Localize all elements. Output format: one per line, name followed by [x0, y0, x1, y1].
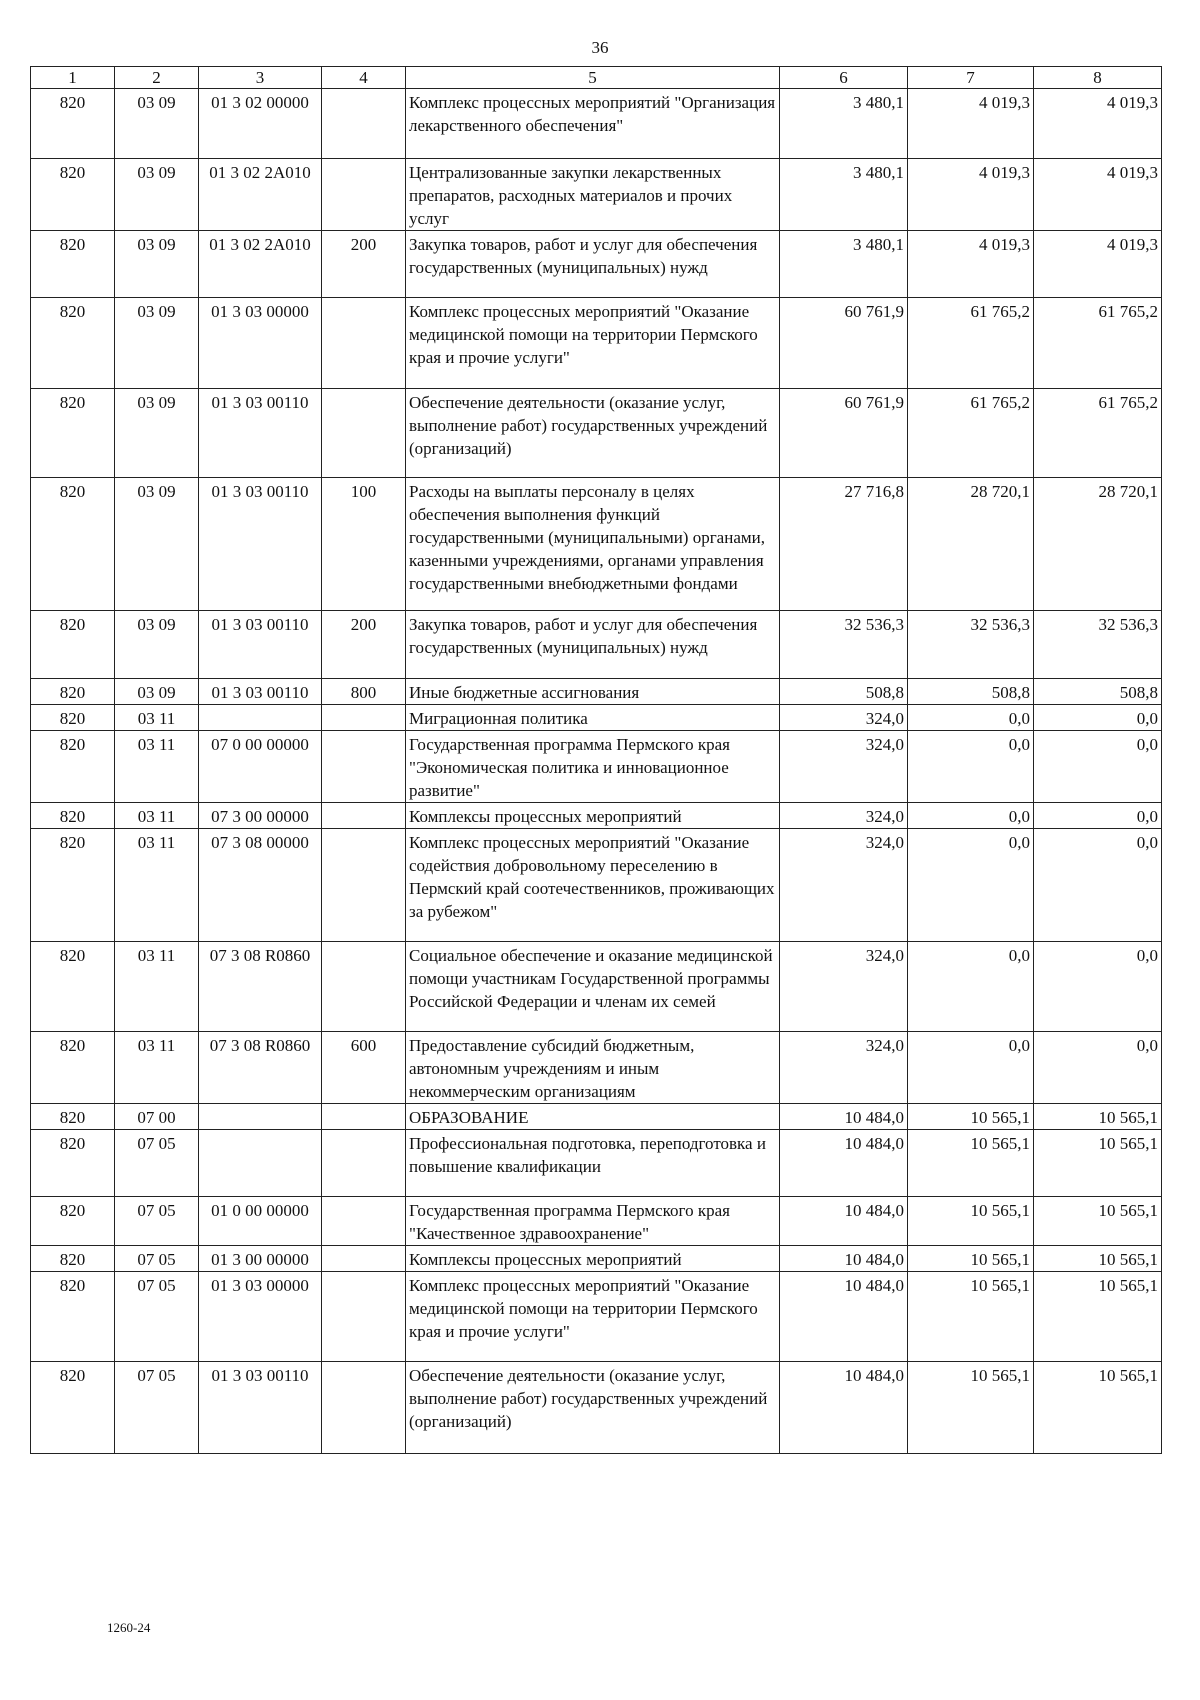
cell-description: Государственная программа Пермского края "Экономическая политика и инновационное развитие" [406, 731, 780, 803]
cell-amount-col6: 3 480,1 [780, 159, 908, 231]
cell-amount-col7: 0,0 [908, 1032, 1034, 1104]
cell-description: ОБРАЗОВАНИЕ [406, 1104, 780, 1130]
cell-amount-col8: 10 565,1 [1034, 1197, 1162, 1246]
cell-expense-type [322, 1104, 406, 1130]
cell-target-article: 07 3 08 R0860 [199, 942, 322, 1032]
cell-section: 03 09 [115, 298, 199, 389]
cell-amount-col8: 4 019,3 [1034, 159, 1162, 231]
cell-amount-col6: 508,8 [780, 679, 908, 705]
header-col-1: 1 [31, 67, 115, 89]
cell-target-article [199, 705, 322, 731]
cell-amount-col7: 10 565,1 [908, 1104, 1034, 1130]
cell-section: 03 09 [115, 478, 199, 611]
cell-chapter: 820 [31, 829, 115, 942]
table-row [31, 231, 1162, 298]
budget-table [30, 66, 1162, 1454]
table-row [31, 942, 1162, 1032]
cell-chapter: 820 [31, 679, 115, 705]
table-row [31, 1272, 1162, 1362]
cell-target-article: 01 0 00 00000 [199, 1197, 322, 1246]
cell-chapter: 820 [31, 389, 115, 478]
cell-target-article [199, 1130, 322, 1197]
cell-amount-col7: 0,0 [908, 705, 1034, 731]
cell-description: Расходы на выплаты персоналу в целях обеспечения выполнения функций государственными (муниципальными) органами, казенными учреждениями, органами управления государственными внебюджетными фондами [406, 478, 780, 611]
cell-expense-type [322, 298, 406, 389]
cell-section: 03 11 [115, 942, 199, 1032]
cell-section: 03 11 [115, 1032, 199, 1104]
table-row [31, 1246, 1162, 1272]
cell-expense-type: 200 [322, 231, 406, 298]
cell-description: Комплекс процессных мероприятий "Оказание медицинской помощи на территории Пермского края и прочие услуги" [406, 1272, 780, 1362]
cell-amount-col8: 61 765,2 [1034, 298, 1162, 389]
cell-section: 03 09 [115, 679, 199, 705]
cell-section: 07 00 [115, 1104, 199, 1130]
table-row [31, 1032, 1162, 1104]
cell-section: 07 05 [115, 1272, 199, 1362]
cell-section: 03 11 [115, 829, 199, 942]
cell-amount-col7: 508,8 [908, 679, 1034, 705]
cell-expense-type [322, 89, 406, 159]
cell-amount-col6: 27 716,8 [780, 478, 908, 611]
cell-amount-col8: 0,0 [1034, 705, 1162, 731]
cell-amount-col7: 0,0 [908, 942, 1034, 1032]
cell-expense-type [322, 829, 406, 942]
document-code: 1260-24 [107, 1620, 151, 1635]
cell-amount-col6: 10 484,0 [780, 1362, 908, 1454]
cell-expense-type [322, 1246, 406, 1272]
cell-target-article: 01 3 03 00110 [199, 1362, 322, 1454]
cell-section: 03 11 [115, 705, 199, 731]
cell-amount-col6: 324,0 [780, 705, 908, 731]
table-row [31, 679, 1162, 705]
cell-expense-type: 600 [322, 1032, 406, 1104]
cell-chapter: 820 [31, 942, 115, 1032]
cell-expense-type [322, 803, 406, 829]
cell-chapter: 820 [31, 298, 115, 389]
cell-amount-col8: 4 019,3 [1034, 231, 1162, 298]
table-row [31, 611, 1162, 679]
cell-amount-col6: 324,0 [780, 731, 908, 803]
table-row [31, 298, 1162, 389]
cell-target-article: 01 3 03 00110 [199, 389, 322, 478]
cell-amount-col6: 324,0 [780, 803, 908, 829]
cell-target-article [199, 1104, 322, 1130]
table-row [31, 89, 1162, 159]
cell-amount-col6: 324,0 [780, 1032, 908, 1104]
cell-amount-col7: 4 019,3 [908, 89, 1034, 159]
header-col-7: 7 [908, 67, 1034, 89]
cell-amount-col7: 10 565,1 [908, 1362, 1034, 1454]
cell-amount-col8: 4 019,3 [1034, 89, 1162, 159]
cell-target-article: 01 3 02 2A010 [199, 231, 322, 298]
cell-section: 07 05 [115, 1197, 199, 1246]
table-row [31, 705, 1162, 731]
cell-amount-col7: 10 565,1 [908, 1272, 1034, 1362]
cell-section: 03 09 [115, 89, 199, 159]
cell-chapter: 820 [31, 1272, 115, 1362]
cell-target-article: 07 0 00 00000 [199, 731, 322, 803]
cell-expense-type: 200 [322, 611, 406, 679]
cell-amount-col8: 0,0 [1034, 803, 1162, 829]
cell-chapter: 820 [31, 1362, 115, 1454]
table-row [31, 1130, 1162, 1197]
cell-description: Социальное обеспечение и оказание медицинской помощи участникам Государственной программы Российской Федерации и членам их семей [406, 942, 780, 1032]
table-body [31, 89, 1162, 1454]
cell-amount-col7: 10 565,1 [908, 1246, 1034, 1272]
cell-amount-col8: 508,8 [1034, 679, 1162, 705]
cell-chapter: 820 [31, 611, 115, 679]
table-row [31, 1104, 1162, 1130]
cell-expense-type [322, 942, 406, 1032]
cell-amount-col7: 10 565,1 [908, 1197, 1034, 1246]
cell-expense-type: 800 [322, 679, 406, 705]
table-row [31, 731, 1162, 803]
cell-chapter: 820 [31, 731, 115, 803]
table-row [31, 1362, 1162, 1454]
header-col-4: 4 [322, 67, 406, 89]
page-number: 36 [591, 38, 609, 57]
cell-amount-col6: 3 480,1 [780, 231, 908, 298]
cell-section: 07 05 [115, 1246, 199, 1272]
table-row [31, 478, 1162, 611]
cell-amount-col8: 0,0 [1034, 731, 1162, 803]
cell-description: Обеспечение деятельности (оказание услуг, выполнение работ) государственных учреждений (организаций) [406, 389, 780, 478]
cell-amount-col7: 0,0 [908, 731, 1034, 803]
table-row [31, 803, 1162, 829]
cell-section: 03 11 [115, 731, 199, 803]
cell-expense-type [322, 389, 406, 478]
cell-amount-col6: 324,0 [780, 829, 908, 942]
header-col-8: 8 [1034, 67, 1162, 89]
cell-amount-col6: 3 480,1 [780, 89, 908, 159]
cell-amount-col7: 61 765,2 [908, 298, 1034, 389]
cell-description: Профессиональная подготовка, переподготовка и повышение квалификации [406, 1130, 780, 1197]
cell-chapter: 820 [31, 89, 115, 159]
cell-amount-col7: 4 019,3 [908, 231, 1034, 298]
cell-amount-col6: 32 536,3 [780, 611, 908, 679]
cell-chapter: 820 [31, 1104, 115, 1130]
cell-description: Закупка товаров, работ и услуг для обеспечения государственных (муниципальных) нужд [406, 231, 780, 298]
cell-amount-col6: 60 761,9 [780, 389, 908, 478]
cell-amount-col8: 0,0 [1034, 942, 1162, 1032]
cell-chapter: 820 [31, 1032, 115, 1104]
cell-section: 03 09 [115, 389, 199, 478]
header-col-5: 5 [406, 67, 780, 89]
cell-description: Закупка товаров, работ и услуг для обеспечения государственных (муниципальных) нужд [406, 611, 780, 679]
cell-amount-col8: 28 720,1 [1034, 478, 1162, 611]
cell-chapter: 820 [31, 705, 115, 731]
cell-target-article: 07 3 08 00000 [199, 829, 322, 942]
header-col-3: 3 [199, 67, 322, 89]
cell-chapter: 820 [31, 1130, 115, 1197]
table-row [31, 389, 1162, 478]
cell-target-article: 01 3 02 00000 [199, 89, 322, 159]
cell-description: Комплексы процессных мероприятий [406, 803, 780, 829]
cell-description: Государственная программа Пермского края "Качественное здравоохранение" [406, 1197, 780, 1246]
cell-amount-col8: 32 536,3 [1034, 611, 1162, 679]
cell-target-article: 01 3 02 2A010 [199, 159, 322, 231]
cell-amount-col6: 10 484,0 [780, 1104, 908, 1130]
table-header [31, 67, 1162, 89]
cell-amount-col8: 61 765,2 [1034, 389, 1162, 478]
cell-section: 07 05 [115, 1130, 199, 1197]
cell-expense-type [322, 1272, 406, 1362]
cell-amount-col7: 10 565,1 [908, 1130, 1034, 1197]
cell-amount-col6: 10 484,0 [780, 1272, 908, 1362]
header-col-2: 2 [115, 67, 199, 89]
table-row [31, 159, 1162, 231]
cell-chapter: 820 [31, 1197, 115, 1246]
cell-target-article: 01 3 03 00110 [199, 611, 322, 679]
cell-section: 03 11 [115, 803, 199, 829]
cell-target-article: 07 3 00 00000 [199, 803, 322, 829]
cell-expense-type [322, 731, 406, 803]
header-col-6: 6 [780, 67, 908, 89]
header-row [31, 67, 1162, 89]
cell-expense-type [322, 1362, 406, 1454]
cell-expense-type [322, 1130, 406, 1197]
cell-expense-type [322, 1197, 406, 1246]
cell-amount-col8: 10 565,1 [1034, 1246, 1162, 1272]
cell-section: 07 05 [115, 1362, 199, 1454]
cell-description: Иные бюджетные ассигнования [406, 679, 780, 705]
cell-amount-col8: 10 565,1 [1034, 1362, 1162, 1454]
cell-description: Комплекс процессных мероприятий "Оказание медицинской помощи на территории Пермского края и прочие услуги" [406, 298, 780, 389]
cell-target-article: 07 3 08 R0860 [199, 1032, 322, 1104]
cell-chapter: 820 [31, 231, 115, 298]
cell-amount-col6: 324,0 [780, 942, 908, 1032]
cell-chapter: 820 [31, 1246, 115, 1272]
cell-expense-type [322, 705, 406, 731]
cell-amount-col6: 60 761,9 [780, 298, 908, 389]
cell-section: 03 09 [115, 611, 199, 679]
cell-amount-col8: 10 565,1 [1034, 1104, 1162, 1130]
cell-chapter: 820 [31, 803, 115, 829]
cell-amount-col8: 0,0 [1034, 829, 1162, 942]
cell-description: Обеспечение деятельности (оказание услуг, выполнение работ) государственных учреждений (организаций) [406, 1362, 780, 1454]
cell-amount-col7: 4 019,3 [908, 159, 1034, 231]
table-row [31, 829, 1162, 942]
cell-expense-type [322, 159, 406, 231]
cell-target-article: 01 3 00 00000 [199, 1246, 322, 1272]
cell-section: 03 09 [115, 231, 199, 298]
cell-description: Комплекс процессных мероприятий "Оказание содействия добровольному переселению в Пермский край соотечественников, проживающих за рубежом" [406, 829, 780, 942]
cell-description: Миграционная политика [406, 705, 780, 731]
cell-amount-col8: 10 565,1 [1034, 1272, 1162, 1362]
cell-amount-col8: 0,0 [1034, 1032, 1162, 1104]
cell-description: Централизованные закупки лекарственных препаратов, расходных материалов и прочих услуг [406, 159, 780, 231]
cell-amount-col7: 32 536,3 [908, 611, 1034, 679]
cell-expense-type: 100 [322, 478, 406, 611]
cell-chapter: 820 [31, 159, 115, 231]
cell-section: 03 09 [115, 159, 199, 231]
cell-description: Предоставление субсидий бюджетным, автономным учреждениям и иным некоммерческим организациям [406, 1032, 780, 1104]
cell-amount-col7: 61 765,2 [908, 389, 1034, 478]
cell-amount-col7: 0,0 [908, 803, 1034, 829]
cell-amount-col6: 10 484,0 [780, 1197, 908, 1246]
table-row [31, 1197, 1162, 1246]
cell-target-article: 01 3 03 00000 [199, 1272, 322, 1362]
cell-amount-col7: 28 720,1 [908, 478, 1034, 611]
cell-target-article: 01 3 03 00110 [199, 679, 322, 705]
cell-amount-col6: 10 484,0 [780, 1130, 908, 1197]
cell-amount-col6: 10 484,0 [780, 1246, 908, 1272]
cell-amount-col8: 10 565,1 [1034, 1130, 1162, 1197]
cell-description: Комплекс процессных мероприятий "Организация лекарственного обеспечения" [406, 89, 780, 159]
cell-description: Комплексы процессных мероприятий [406, 1246, 780, 1272]
cell-chapter: 820 [31, 478, 115, 611]
cell-target-article: 01 3 03 00000 [199, 298, 322, 389]
cell-amount-col7: 0,0 [908, 829, 1034, 942]
cell-target-article: 01 3 03 00110 [199, 478, 322, 611]
